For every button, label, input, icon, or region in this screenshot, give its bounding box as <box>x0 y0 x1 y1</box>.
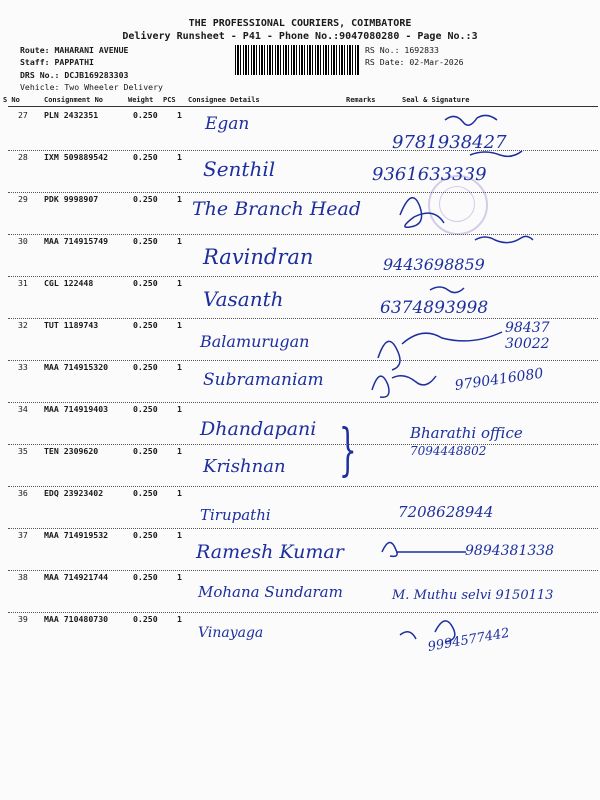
row-weight: 0.250 <box>133 572 158 582</box>
row-consignee-handwritten: Balamurugan <box>200 332 310 351</box>
row-pcs: 1 <box>177 320 182 330</box>
row-signature: 9790416080 <box>453 365 545 394</box>
rs-date: RS Date: 02-Mar-2026 <box>365 57 464 67</box>
row-consignment: PLN 2432351 <box>44 110 99 120</box>
row-consignment: EDQ 23923402 <box>44 488 104 498</box>
signature-scribble <box>445 115 497 125</box>
row-consignment: TEN 2309620 <box>44 446 99 456</box>
row-signature: 9894381338 <box>465 543 555 559</box>
row-pcs: 1 <box>177 236 182 246</box>
row-consignee-handwritten: Dhandapani <box>200 418 317 440</box>
row-pcs: 1 <box>177 614 182 624</box>
row-weight: 0.250 <box>133 530 158 540</box>
vehicle-label: Vehicle: Two Wheeler Delivery <box>20 82 163 92</box>
row-consignment: PDK 9998907 <box>44 194 99 204</box>
company-title: THE PROFESSIONAL COURIERS, COIMBATORE <box>188 18 412 29</box>
row-consignment: MAA 714915320 <box>44 362 109 372</box>
row-signature: 9361633339 <box>372 164 487 185</box>
col-consignee: Consignee Details <box>188 96 260 104</box>
row-weight: 0.250 <box>133 446 158 456</box>
row-consignment: MAA 714921744 <box>44 572 109 582</box>
row-pcs: 1 <box>177 572 182 582</box>
row-pcs: 1 <box>177 488 182 498</box>
row-pcs: 1 <box>177 278 182 288</box>
row-pcs: 1 <box>177 152 182 162</box>
row-pcs: 1 <box>177 110 182 120</box>
row-sno: 30 <box>18 236 28 246</box>
row-weight: 0.250 <box>133 194 158 204</box>
row-signature: 9443698859 <box>383 255 485 274</box>
row-consignee-handwritten: Krishnan <box>203 456 286 477</box>
row-signature: 7094448802 <box>410 444 487 458</box>
signature-scribble <box>382 542 466 556</box>
row-consignment: TUT 1189743 <box>44 320 99 330</box>
row-weight: 0.250 <box>133 152 158 162</box>
signature-scribble <box>400 621 455 642</box>
row-signature: Bharathi office <box>410 424 523 442</box>
row-sno: 37 <box>18 530 28 540</box>
col-weight: Weight <box>128 96 154 104</box>
row-weight: 0.250 <box>133 278 158 288</box>
row-consignee-handwritten: Vasanth <box>203 287 284 311</box>
row-sno: 38 <box>18 572 28 582</box>
drs-label: DRS No.: DCJB169283303 <box>20 70 129 80</box>
row-sno: 32 <box>18 320 28 330</box>
row-consignee-handwritten: Mohana Sundaram <box>198 583 343 601</box>
row-sno: 33 <box>18 362 28 372</box>
signature-scribble <box>470 151 522 156</box>
runsheet-subtitle: Delivery Runsheet - P41 - Phone No.:9047080280 - Page No.:3 <box>122 31 478 42</box>
signature-scribble <box>430 287 464 293</box>
row-signature: 9994577442 <box>426 625 511 655</box>
row-consignment: CGL 122448 <box>44 278 94 288</box>
row-signature: 7208628944 <box>398 503 494 521</box>
row-weight: 0.250 <box>133 110 158 120</box>
row-weight: 0.250 <box>133 614 158 624</box>
row-sno: 34 <box>18 404 28 414</box>
row-weight: 0.250 <box>133 236 158 246</box>
signature-scribble <box>400 198 444 228</box>
row-sno: 35 <box>18 446 28 456</box>
row-consignee-handwritten: Senthil <box>203 157 276 181</box>
rs-number: RS No.: 1692833 <box>365 45 439 55</box>
row-pcs: 1 <box>177 362 182 372</box>
row-pcs: 1 <box>177 404 182 414</box>
col-remarks: Remarks <box>346 96 376 104</box>
signature-scribble <box>475 236 533 242</box>
row-signature: M. Muthu selvi 9150113 <box>392 588 554 603</box>
row-sno: 39 <box>18 614 28 624</box>
row-signature: 9781938427 <box>392 132 507 153</box>
row-sno: 31 <box>18 278 28 288</box>
row-consignee-handwritten: Ramesh Kumar <box>196 541 344 563</box>
row-consignee-handwritten: The Branch Head <box>192 198 362 220</box>
row-consignee-handwritten: Tirupathi <box>200 506 271 524</box>
col-pcs: PCS <box>163 96 176 104</box>
row-signature: 98437 30022 <box>505 320 550 352</box>
handwritten-brace: } <box>338 418 357 483</box>
row-sno: 36 <box>18 488 28 498</box>
row-pcs: 1 <box>177 446 182 456</box>
route-label: Route: MAHARANI AVENUE <box>20 45 129 55</box>
row-pcs: 1 <box>177 530 182 540</box>
row-consignee-handwritten: Ravindran <box>203 245 314 269</box>
row-pcs: 1 <box>177 194 182 204</box>
row-consignee-handwritten: Egan <box>205 114 250 134</box>
row-consignment: IXM 509889542 <box>44 152 109 162</box>
row-weight: 0.250 <box>133 362 158 372</box>
col-seal-signature: Seal & Signature <box>402 96 470 104</box>
row-sno: 27 <box>18 110 28 120</box>
staff-label: Staff: PAPPATHI <box>20 57 94 67</box>
row-consignment: MAA 714919532 <box>44 530 109 540</box>
row-weight: 0.250 <box>133 404 158 414</box>
signature-scribble <box>372 376 436 398</box>
row-signature: 6374893998 <box>380 298 489 318</box>
signature-scribble <box>378 332 502 370</box>
row-consignee-handwritten: Subramaniam <box>203 370 324 390</box>
row-sno: 29 <box>18 194 28 204</box>
row-weight: 0.250 <box>133 488 158 498</box>
col-consignment: Consignment No <box>44 96 104 104</box>
col-sno: S No <box>3 96 20 104</box>
row-consignment: MAA 710480730 <box>44 614 109 624</box>
row-sno: 28 <box>18 152 28 162</box>
row-weight: 0.250 <box>133 320 158 330</box>
row-consignment: MAA 714915749 <box>44 236 109 246</box>
row-consignee-handwritten: Vinayaga <box>198 625 264 641</box>
row-consignment: MAA 714919403 <box>44 404 109 414</box>
